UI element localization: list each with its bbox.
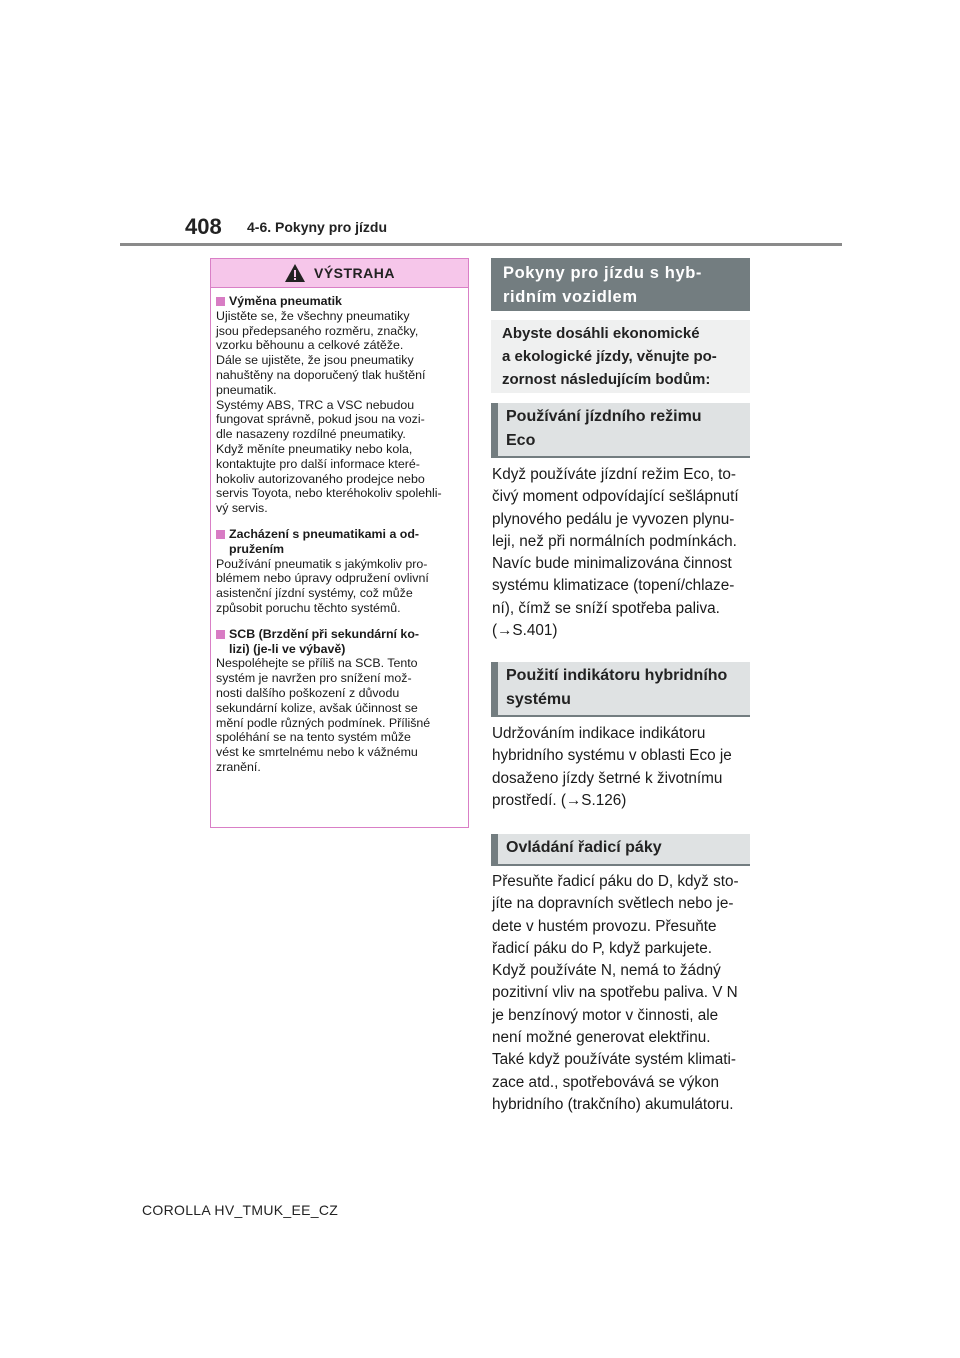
intro-box: Abyste dosáhli ekonomické a ekologické jízdy, věnujte po- zornost následujícím bodům:: [491, 320, 750, 393]
paragraph-shift-lever: Přesuňte řadicí páku do D, když sto- jíte na dopravních světlech nebo je- dete v hustém provozu. Přesuňte řadicí páku do P, když parkujete. Když používáte N, nemá to žádný pozitivní vliv na spotřebu paliva. V N je benzínový motor v činnosti, ale není možné generovat elektřinu. Také když používáte systém klimati- zace atd., spotřebovává se výkon hybridního (trakčního) akumulátoru.: [492, 873, 739, 1113]
page-number: 408: [185, 214, 222, 239]
warning-body: [211, 288, 468, 775]
warning-item-heading: [216, 627, 462, 657]
warning-header: [211, 259, 468, 288]
warning-item: [216, 627, 462, 775]
paragraph-eco-mode: Když používáte jízdní režim Eco, to- čivý moment odpovídající sešlápnutí plynového pedálu je vyvozen plynu- leji, než při normálních podmínkách. Navíc bude minimalizována činnost systému klimatizace (topení/chlaze- ní), čímž se sníží spotřeba paliva. (→S.401): [492, 466, 739, 640]
warning-item-heading: [216, 527, 462, 557]
subhead-hybrid-indicator: Použití indikátoru hybridního systému: [491, 662, 750, 717]
section-title: 4-6. Pokyny pro jízdu: [247, 219, 388, 235]
square-bullet-icon: [216, 630, 225, 639]
subhead-shift-lever: Ovládání řadicí páky: [491, 834, 750, 866]
warning-item-text: Ujistěte se, že všechny pneumatiky jsou předepsaného rozměru, značky, vzorku běhounu a celkové zátěže. Dále se ujistěte, že jsou pneumatiky nahuštěny na doporučený tlak huštění pneumatik. Systémy ABS, TRC a VSC nebudou fungovat správně, pokud jsou na vozi- dle nasazeny rozdílné pneumatiky. Když měníte pneumatiky nebo kola, kontaktujte pro další informace které- hokoliv autorizovaného prodejce nebo servis Toyota, nebo kteréhokoliv spolehli- vý servis.: [216, 308, 442, 516]
warning-box: [210, 258, 469, 828]
square-bullet-icon: [216, 530, 225, 539]
footer-doc-code: COROLLA HV_TMUK_EE_CZ: [142, 1202, 339, 1218]
warning-triangle-icon: [284, 263, 306, 283]
subhead-eco-mode: Používání jízdního režimu Eco: [491, 403, 750, 458]
warning-item-heading-text: Zacházení s pneumatikami a od- pružením: [229, 526, 420, 556]
warning-item-text: Používání pneumatik s jakýmkoliv pro- blémem nebo úpravy odpružení ovlivní asistenční jízdní systémy, což může způsobit poruchu těchto systémů.: [216, 556, 429, 615]
warning-item-heading-text: Výměna pneumatik: [229, 294, 342, 308]
warning-item-heading: [216, 294, 462, 309]
warning-item: [216, 527, 462, 616]
paragraph-hybrid-indicator: Udržováním indikace indikátoru hybridního systému v oblasti Eco je dosaženo jízdy šetrné k životnímu prostředí. (→S.126): [492, 725, 732, 809]
warning-item-heading-text: SCB (Brzdění při sekundární ko- lizi) (je-li ve výbavě): [229, 626, 420, 656]
warning-label: VÝSTRAHA: [313, 265, 395, 281]
header-rule: [120, 243, 842, 246]
warning-item-text: Nespoléhejte se příliš na SCB. Tento systém je navržen pro snížení mož- nosti dalšího poškození z důvodu sekundární kolize, avšak účinnost se mění podle různých podmínek. Přílišné spoléhání se na tento systém může vést ke smrtelnému nebo k vážnému zranění.: [216, 656, 431, 774]
square-bullet-icon: [216, 297, 225, 306]
warning-item: [216, 294, 462, 516]
chapter-banner: Pokyny pro jízdu s hyb- ridním vozidlem: [491, 258, 750, 311]
